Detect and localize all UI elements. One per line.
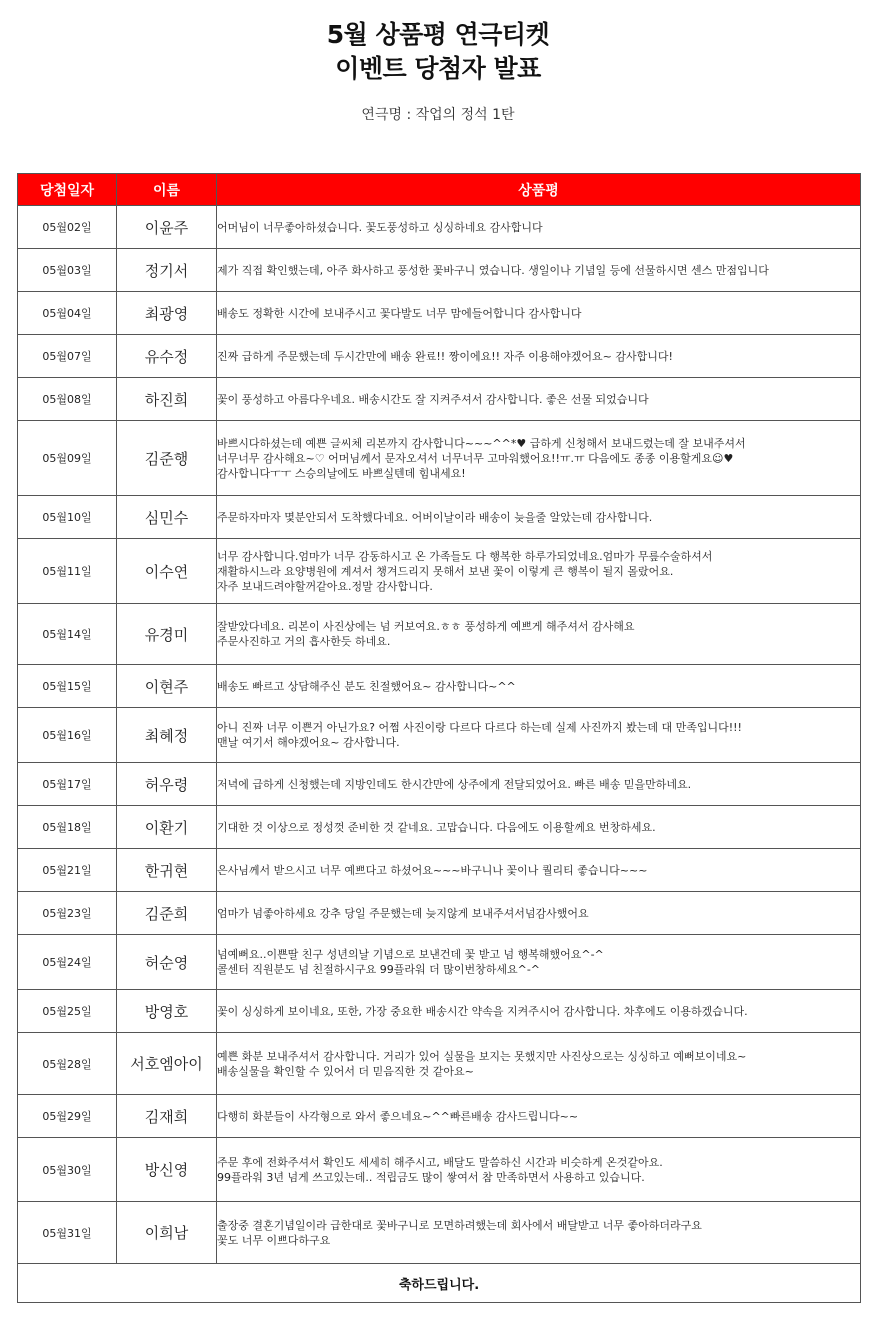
review-line: 제가 직접 확인했는데, 아주 화사하고 풍성한 꽃바구니 였습니다. 생일이나 기념일 등에 선물하시면 센스 만점입니다: [217, 263, 769, 277]
table-row: [18, 849, 861, 892]
review-text: [217, 665, 861, 708]
review-line: 아니 진짜 너무 이쁜거 아닌가요? 어쩜 사진이랑 다르다 다르다 하는데 실제 사진까지 봤는데 대 만족입니다!!!: [217, 721, 742, 734]
table-row: [18, 335, 861, 378]
review-text: [217, 892, 861, 935]
table-header-row: [18, 174, 861, 206]
review-line: 배송도 빠르고 상담해주신 분도 친절했어요~ 감사합니다~^^: [217, 679, 516, 693]
table-row: [18, 763, 861, 806]
winner-name: 방영호: [117, 990, 217, 1033]
winner-date: 05월09일: [18, 421, 117, 496]
review-text: [217, 708, 861, 763]
review-line: 너무 감사합니다.엄마가 너무 감동하시고 온 가족들도 다 행복한 하루가되었네요.엄마가 무릎수술하셔서: [217, 549, 713, 563]
review-text: [217, 292, 861, 335]
table-row: [18, 1202, 861, 1264]
review-line: 넘예뻐요..이쁜딸 친구 성년의날 기념으로 보낸건데 꽃 받고 넘 행복해했어요^-^: [217, 948, 604, 961]
review-line: 다행히 화분들이 사각형으로 와서 좋으네요~^^빠른배송 감사드립니다~~: [217, 1109, 579, 1123]
review-line: 꽃이 싱싱하게 보이네요, 또한, 가장 중요한 배송시간 약속을 지켜주시어 감사합니다. 차후에도 이용하겠습니다.: [217, 1004, 748, 1018]
review-text: [217, 335, 861, 378]
review-text: [217, 1033, 861, 1095]
table-row: [18, 421, 861, 496]
review-line: 콜센터 직원분도 넘 친절하시구요 99플라워 더 많이번창하세요^-^: [217, 963, 541, 976]
winner-date: 05월24일: [18, 935, 117, 990]
table-row: [18, 292, 861, 335]
table-row: [18, 206, 861, 249]
winner-date: 05월30일: [18, 1138, 117, 1202]
review-line: 어머님이 너무좋아하셨습니다. 꽃도풍성하고 싱싱하네요 감사합니다: [217, 220, 543, 234]
review-line: 맨날 여기서 해야겠어요~ 감사합니다.: [217, 736, 400, 749]
review-line: 꽃도 너무 이쁘다하구요: [217, 1233, 331, 1247]
winner-name: 이수연: [117, 539, 217, 604]
winner-name: 김준희: [117, 892, 217, 935]
winner-name: 김재희: [117, 1095, 217, 1138]
review-line: 자주 보내드려야할꺼같아요.정말 감사합니다.: [217, 579, 433, 593]
review-line: 저녁에 급하게 신청했는데 지방인데도 한시간만에 상주에게 전달되었어요. 빠른 배송 믿을만하네요.: [217, 777, 692, 791]
table-row: [18, 935, 861, 990]
table-row: [18, 539, 861, 604]
winner-name: 한귀현: [117, 849, 217, 892]
table-row: [18, 378, 861, 421]
winner-name: 최광영: [117, 292, 217, 335]
review-line: 바쁘시다하셨는데 예쁜 글씨체 리본까지 감사합니다~~~^^*♥ 급하게 신청해서 보내드렸는데 잘 보내주셔서: [217, 436, 746, 450]
review-line: 꽃이 풍성하고 아름다우네요. 배송시간도 잘 지켜주셔서 감사합니다. 좋은 선물 되었습니다: [217, 392, 649, 406]
winner-date: 05월11일: [18, 539, 117, 604]
winner-name: 이희남: [117, 1202, 217, 1264]
winner-date: 05월03일: [18, 249, 117, 292]
winner-name: 이현주: [117, 665, 217, 708]
winner-date: 05월16일: [18, 708, 117, 763]
winner-date: 05월15일: [18, 665, 117, 708]
review-line: 99플라워 3년 넘게 쓰고있는데.. 적립금도 많이 쌓여서 참 만족하면서 사용하고 있습니다.: [217, 1170, 645, 1184]
winner-date: 05월31일: [18, 1202, 117, 1264]
winner-name: 정기서: [117, 249, 217, 292]
winner-date: 05월29일: [18, 1095, 117, 1138]
table-row: [18, 806, 861, 849]
review-text: [217, 763, 861, 806]
winner-name: 방신영: [117, 1138, 217, 1202]
winner-date: 05월25일: [18, 990, 117, 1033]
review-line: 재활하시느라 요양병원에 계셔서 챙겨드리지 못해서 보낸 꽃이 이렇게 큰 행복이 될지 몰랐어요.: [217, 564, 674, 578]
winner-name: 서호엠아이: [117, 1033, 217, 1095]
review-line: 엄마가 넘좋아하세요 강추 당일 주문했는데 늦지않게 보내주셔서넘감사했어요: [217, 906, 589, 920]
winner-name: 유경미: [117, 604, 217, 665]
winner-date: 05월02일: [18, 206, 117, 249]
table-row: [18, 1033, 861, 1095]
review-line: 너무너무 감사해요~♡ 어머님께서 문자오셔서 너무너무 고마워했어요!!ㅠ.ㅠ 다음에도 종종 이용할게요☺♥: [217, 451, 734, 465]
winner-name: 이윤주: [117, 206, 217, 249]
review-line: 배송도 정확한 시간에 보내주시고 꽃다발도 너무 맘에들어합니다 감사합니다: [217, 306, 582, 320]
review-line: 기대한 것 이상으로 정성껏 준비한 것 같네요. 고맙습니다. 다음에도 이용할께요 번창하세요.: [217, 820, 656, 834]
review-text: [217, 849, 861, 892]
review-line: 은사님께서 받으시고 너무 예쁘다고 하셨어요~~~바구니나 꽃이나 퀄리티 좋습니다~~~: [217, 863, 648, 877]
winner-name: 김준행: [117, 421, 217, 496]
review-text: [217, 806, 861, 849]
winner-date: 05월21일: [18, 849, 117, 892]
header-name: 이름: [117, 174, 217, 206]
table-row: [18, 892, 861, 935]
review-text: [217, 935, 861, 990]
header-review: 상품평: [217, 174, 861, 206]
review-text: [217, 378, 861, 421]
review-line: 주문사진하고 거의 흡사한듯 하네요.: [217, 635, 391, 648]
table-row: [18, 990, 861, 1033]
review-line: 잘받았다네요. 리본이 사진상에는 넘 커보여요.ㅎㅎ 풍성하게 예쁘게 해주셔서 감사해요: [217, 620, 635, 633]
review-text: [217, 1202, 861, 1264]
table-row: [18, 496, 861, 539]
review-text: [217, 421, 861, 496]
review-text: [217, 1138, 861, 1202]
review-line: 예쁜 화분 보내주셔서 감사합니다. 거리가 있어 실물을 보지는 못했지만 사진상으로는 싱싱하고 예뻐보이네요~: [217, 1049, 747, 1063]
play-name-subtitle: 연극명 : 작업의 정석 1탄: [361, 107, 515, 123]
winner-date: 05월14일: [18, 604, 117, 665]
table-row: [18, 1095, 861, 1138]
winner-date: 05월10일: [18, 496, 117, 539]
winner-date: 05월18일: [18, 806, 117, 849]
review-text: [217, 539, 861, 604]
review-line: 출장중 결혼기념일이라 급한대로 꽃바구니로 모면하려했는데 회사에서 배달받고 너무 좋아하더라구요: [217, 1218, 702, 1232]
review-text: [217, 206, 861, 249]
page-title: [0, 18, 876, 86]
winner-name: 허우령: [117, 763, 217, 806]
table-row: [18, 604, 861, 665]
winner-date: 05월17일: [18, 763, 117, 806]
winner-name: 이환기: [117, 806, 217, 849]
review-line: 진짜 급하게 주문했는데 두시간만에 배송 완료!! 짱이에요!! 자주 이용해야겠어요~ 감사합니다!: [217, 349, 673, 363]
review-line: 주문하자마자 몇분안되서 도착했다네요. 어버이날이라 배송이 늦을줄 알았는데 감사합니다.: [217, 510, 653, 524]
winner-date: 05월23일: [18, 892, 117, 935]
table-row: [18, 1138, 861, 1202]
winner-name: 허순영: [117, 935, 217, 990]
review-text: [217, 496, 861, 539]
review-text: [217, 604, 861, 665]
review-line: 배송실물을 확인할 수 있어서 더 믿음직한 것 같아요~: [217, 1064, 474, 1078]
winner-name: 최혜정: [117, 708, 217, 763]
review-text: [217, 1095, 861, 1138]
winner-name: 하진희: [117, 378, 217, 421]
footer-row: [18, 1264, 861, 1303]
title-line-1: 5월 상품평 연극티켓: [326, 20, 550, 49]
congratulations-text: 축하드립니다.: [18, 1264, 861, 1303]
winner-date: 05월04일: [18, 292, 117, 335]
review-text: [217, 990, 861, 1033]
table-row: [18, 708, 861, 763]
review-line: 주문 후에 전화주셔서 확인도 세세히 해주시고, 배달도 말씀하신 시간과 비슷하게 온것같아요.: [217, 1155, 663, 1169]
review-line: 감사합니다ㅜㅜ 스승의날에도 바쁘실텐데 힘내세요!: [217, 466, 466, 480]
table-row: [18, 249, 861, 292]
winner-name: 유수정: [117, 335, 217, 378]
winner-date: 05월08일: [18, 378, 117, 421]
header-date: 당첨일자: [18, 174, 117, 206]
table-row: [18, 665, 861, 708]
title-line-2: 이벤트 당첨자 발표: [335, 54, 541, 83]
review-text: [217, 249, 861, 292]
winner-name: 심민수: [117, 496, 217, 539]
winner-date: 05월07일: [18, 335, 117, 378]
winner-date: 05월28일: [18, 1033, 117, 1095]
winners-table: [17, 173, 861, 1303]
